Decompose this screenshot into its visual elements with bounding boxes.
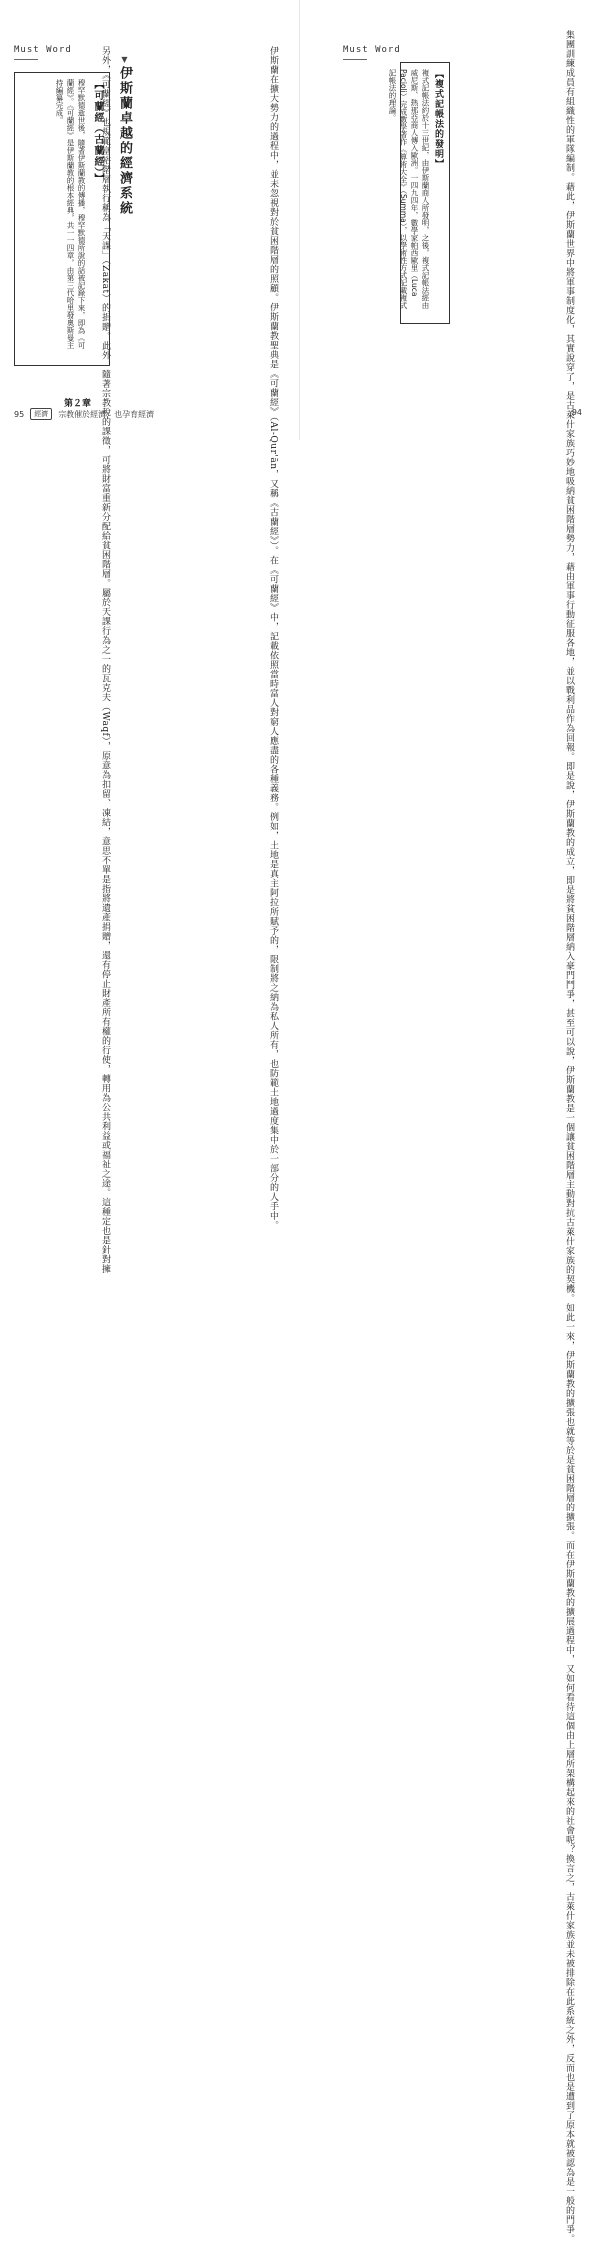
triangle-bullet-icon: ▼ [120, 55, 129, 66]
sidebar-note-title: 【可蘭經（古蘭經）】 [92, 79, 103, 184]
page-number: 95 [14, 409, 25, 419]
sidebar-note-box [14, 72, 110, 366]
sidebar-note-text: 穆罕默德逝世後，隨著伊斯蘭教的傳播，穆罕默德所說的話被記錄下來，即為《可蘭經》。《可蘭經》是伊斯蘭教的根本經典，共一一四章，由第三代哈里發奧斯曼主持編纂完成。 [55, 79, 86, 349]
running-header: Must Word [343, 45, 401, 55]
sidebar-note-text: 複式記帳法約於十三世紀，由伊斯蘭商人所發明，之後，複式記帳法經由威尼斯、熱那亞商人傳入歐洲。一四九四年，數學家帕西歐里（Luca Pacioli）完成數學著作《算術大全》（Summa），以學術性方式記載複式記帳法的理論。 [388, 69, 430, 309]
chapter-tag: 經濟 [30, 408, 52, 420]
page-number: 94 [571, 408, 582, 417]
body-text: 伊斯蘭在擴大勢力的過程中，並未忽視對於貧困階層的照顧。伊斯蘭教聖典是《可蘭經》（Al-Qur'ān，又稱《古蘭經》）。在《可蘭經》中，記載依照當時富人對窮人應盡的各種義務。例如，土地是真主阿拉所賦予的，限制將之納為私人所有，也防範土地過度集中於一部分的人手中。 [268, 46, 278, 1231]
sidebar-note-title: 【複式記帳法的發明】 [433, 69, 443, 169]
right-page [300, 0, 600, 2244]
page-footer [14, 408, 154, 420]
running-header: Must Word [14, 45, 72, 55]
header-rule [343, 59, 367, 60]
section-title-text: 伊斯蘭卓越的經濟系統 [117, 66, 132, 216]
body-text-continued: 另外，《可蘭經》也規範富裕階層執行稱為「天課」（Zakat）的捐贈。此外，隨著宗教稅的課徵，可將財富重新分配給貧困階層。屬於天課行為之一的瓦克夫（Waqf），原意為扣留、凍結，意思不單是指將遺產捐贈，還有停止財產所有權的行使，轉用為公共利益或福祉之途。這種定也是針對擁 [100, 46, 110, 1274]
sidebar-note-box [388, 62, 450, 324]
chapter-subtitle: 宗教催於經濟，也孕育經濟 [58, 409, 155, 419]
chapter-label: 第２章 [64, 399, 92, 409]
body-text: 集團訓練成員有組織性的軍隊編制。藉此，伊斯蘭世界中將軍事制度化，其實說穿了，是古萊什家族巧妙地吸納貧困階層勢力，藉由軍事行動征服各地，並以戰利品作為回報。即是說，伊斯蘭教的成立，即是將貧困階層納入豪門鬥爭，甚至可以說，伊斯蘭教是一個讓貧困階層主動對抗古萊什家族的契機。如此一來，伊斯蘭教的擴張也就等於是貧困階層的擴張。而在伊斯蘭教的擴展過程中，又如何看待這個由上層所架構起來的社會呢？換言之，古萊什家族並未被排除在此系統之外，反而也是遭到了原本就被認為是一般的門爭。 [564, 30, 574, 2244]
section-title [115, 55, 134, 216]
header-rule [14, 59, 38, 60]
left-page [0, 0, 300, 1274]
